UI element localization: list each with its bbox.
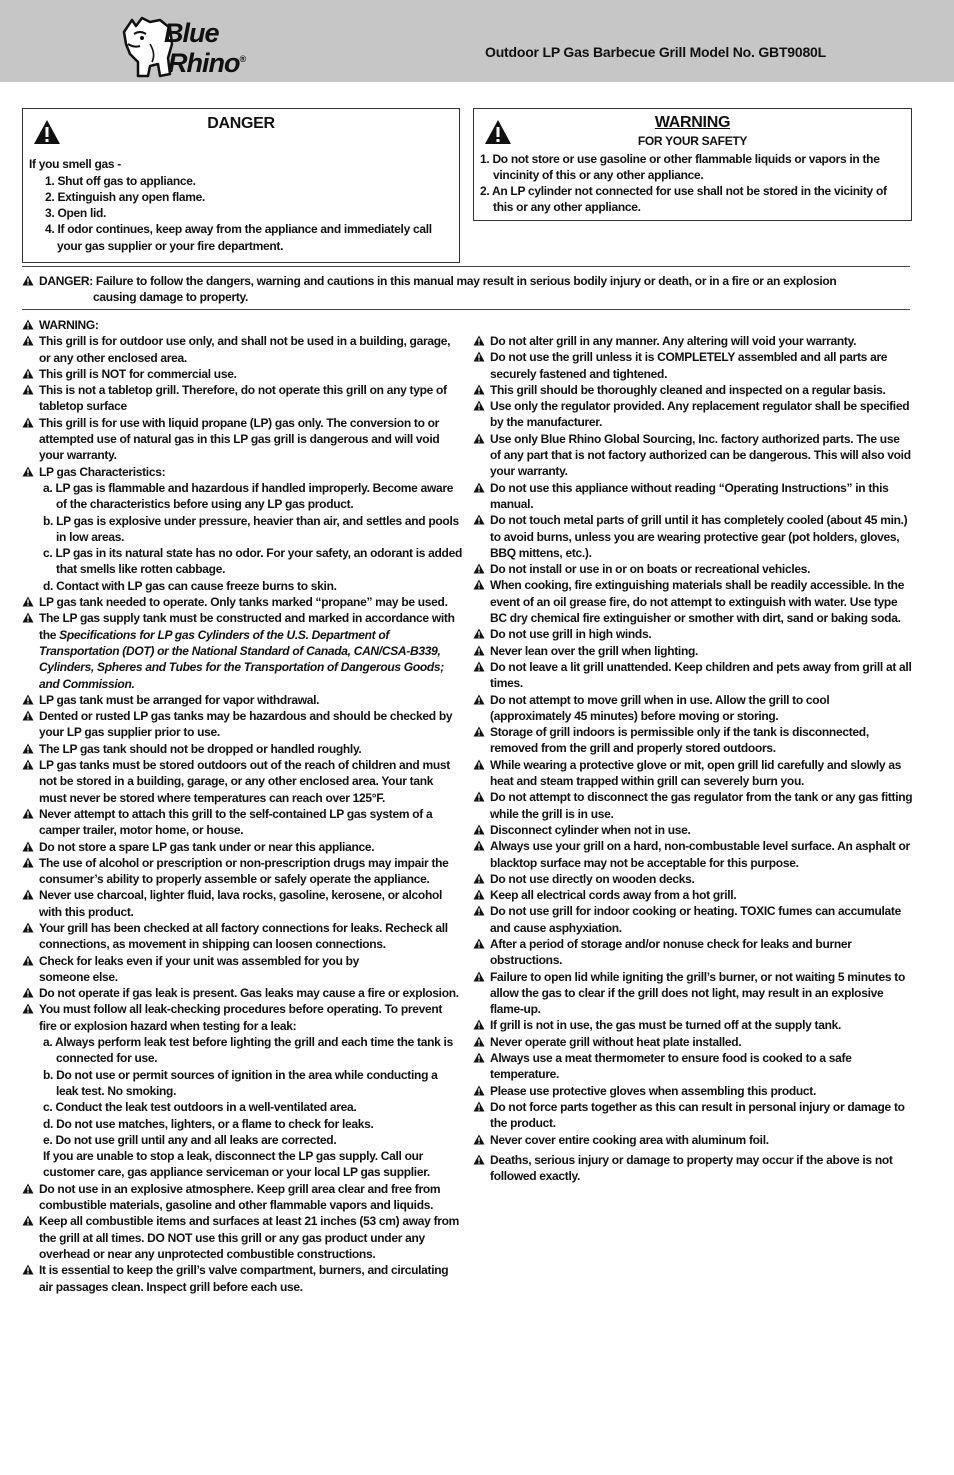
- warning-text: LP gas tank needed to operate. Only tanks marked “propane” may be used.: [39, 595, 448, 610]
- warning-list-item: [22, 594, 462, 610]
- warning-list-item: [473, 659, 913, 692]
- warning-icon: [473, 482, 485, 493]
- warning-heading-text: WARNING:: [39, 318, 99, 332]
- warning-icon: [473, 579, 485, 590]
- warning-icon: [473, 514, 485, 525]
- warning-text: Always use a meat thermometer to ensure food is cooked to a safe temperature.: [490, 1051, 852, 1082]
- warning-icon: [22, 759, 34, 770]
- warning-list-item: [473, 512, 913, 561]
- warning-text: Never cover entire cooking area with aluminum foil.: [490, 1132, 769, 1147]
- danger-step: 1. Shut off gas to appliance.: [45, 173, 196, 188]
- warning-list-item: [22, 985, 462, 1001]
- warning-list-item: [473, 333, 913, 349]
- warning-list-item: [473, 903, 913, 936]
- warning-sub-item: b. LP gas is explosive under pressure, heavier than air, and settles and pools in low areas.: [43, 513, 459, 544]
- warning-icon: [473, 645, 485, 656]
- warning-text: This grill is NOT for commercial use.: [39, 366, 237, 381]
- warning-icon: [473, 840, 485, 851]
- warning-text: Do not touch metal parts of grill until it has completely cooled (about 45 min.) to avoid burns, unless you are wearing protective gear (pot holders, gloves, BBQ mittens, etc.).: [490, 513, 908, 560]
- document-title: Outdoor LP Gas Barbecue Grill Model No. GBT9080L: [485, 44, 826, 60]
- warning-list-item: [473, 724, 913, 757]
- warning-list-item: [473, 1017, 913, 1033]
- warning-icon: [473, 759, 485, 770]
- warning-icon: [22, 1003, 34, 1014]
- warning-icon: [22, 889, 34, 900]
- warning-list-item: [22, 415, 462, 464]
- warning-text: LP gas tank must be arranged for vapor withdrawal.: [39, 692, 320, 707]
- warning-icon: [22, 319, 34, 330]
- danger-step: 4. If odor continues, keep away from the appliance and immediately call your gas supplier or your fire department.: [45, 222, 432, 253]
- warning-text: While wearing a protective glove or mit, open grill lid carefully and slowly as heat and steam trapped within grill can severely burn you.: [490, 757, 902, 789]
- warning-text: The LP gas supply tank must be constructed and marked in accordance with the: [39, 611, 455, 642]
- warning-list-item: [22, 741, 462, 757]
- warning-icon: [473, 938, 485, 949]
- danger-banner: [22, 273, 910, 305]
- warning-icon: [473, 791, 485, 802]
- warning-list-item: [473, 382, 913, 398]
- warning-sub-item: c. LP gas in its natural state has no odor. For your safety, an odorant is added that smells like rotten cabbage.: [43, 546, 462, 577]
- warning-icon: [473, 1085, 485, 1096]
- warning-list-item: [473, 838, 913, 871]
- warning-list-item: [22, 887, 462, 920]
- warning-list-item: [473, 1099, 913, 1132]
- warning-icon: [22, 335, 34, 346]
- warning-list-item: [473, 757, 913, 790]
- header-band: [0, 0, 954, 82]
- warning-list-item: [473, 561, 913, 577]
- warning-list-item: [473, 577, 913, 626]
- warning-icon: [473, 971, 485, 982]
- warning-text: Please use protective gloves when assembling this product.: [490, 1083, 817, 1098]
- warning-text: Do not store a spare LP gas tank under or near this appliance.: [39, 839, 375, 854]
- warning-icon: [22, 466, 34, 477]
- warning-list-item: [473, 871, 913, 887]
- warning-icon: [22, 955, 34, 966]
- warning-icon: [22, 417, 34, 428]
- warning-icon: [22, 857, 34, 868]
- warning-icon: [22, 710, 34, 721]
- warning-text: If grill is not in use, the gas must be turned off at the supply tank.: [490, 1018, 842, 1033]
- warning-list-item: [22, 920, 462, 953]
- brand-wordmark: [164, 20, 245, 76]
- warning-icon: [473, 694, 485, 705]
- warning-text-italic: Specifications for LP gas Cylinders of the U.S. Department of Transportation (DOT) or the National Standard of Canada, CAN/CSA-B339, Cylinders, Spheres and Tubes for the Transportation of Dangerous Goods; and Commission.: [39, 627, 444, 691]
- warning-icon: [473, 873, 485, 884]
- warning-icon: [22, 922, 34, 933]
- warning-sub-item: a. Always perform leak test before lighting the grill and each time the tank is connected for use.: [43, 1035, 453, 1066]
- warning-list-item: [473, 969, 913, 1018]
- warning-icon: [473, 433, 485, 444]
- warning-icon: [473, 400, 485, 411]
- warning-triangle-icon: [33, 119, 61, 145]
- warning-list-item: [473, 692, 913, 725]
- warning-text: Do not force parts together as this can result in personal injury or damage to the product.: [490, 1099, 905, 1131]
- warning-icon: [473, 384, 485, 395]
- warning-text: Do not use directly on wooden decks.: [490, 871, 695, 886]
- warning-list-item: [22, 366, 462, 382]
- warning-subtitle: FOR YOUR SAFETY: [637, 134, 748, 149]
- divider-bottom: [22, 309, 910, 310]
- warning-list-item: [22, 610, 462, 691]
- warning-sub-item: d. Do not use matches, lighters, or a flame to check for leaks.: [43, 1116, 374, 1131]
- warning-text: Do not use this appliance without reading “Operating Instructions” in this manual.: [490, 480, 889, 511]
- warning-icon: [473, 1019, 485, 1030]
- warning-item: 1. Do not store or use gasoline or other flammable liquids or vapors in the vincinity of this or any other appliance.: [480, 151, 880, 182]
- warnings-left-column: [22, 317, 462, 1295]
- warning-icon: [22, 275, 34, 286]
- warning-text: Failure to open lid while igniting the grill’s burner, or not waiting 5 minutes to allow the gas to clear if the grill does not light, may result in an explosive flame-up.: [490, 969, 905, 1017]
- warning-icon: [473, 1036, 485, 1047]
- warning-text: When cooking, fire extinguishing materials shall be readily accessible. In the event of an oil grease fire, do not attempt to extinguish with water. Use type BC dry chemical fire extinguisher or smother with dirt, sand or baking soda.: [490, 578, 905, 626]
- danger-step: 2. Extinguish any open flame.: [45, 189, 206, 204]
- brand-line-1: Blue: [164, 18, 219, 48]
- warning-text: LP gas tanks must be stored outdoors out of the reach of children and must not be stored in a building, garage, or any other enclosed area. Your tank must never be stored where temperatures can reach over 125°F.: [39, 758, 450, 805]
- warning-sub-item: b. Do not use or permit sources of ignition in the area while conducting a leak test. No smoking.: [43, 1067, 438, 1098]
- warning-list-item: [473, 822, 913, 838]
- warning-text: Do not use the grill unless it is COMPLETELY assembled and all parts are securely fastened and tightened.: [490, 350, 888, 381]
- warning-text: Check for leaks even if your unit was assembled for you by: [39, 953, 360, 968]
- warning-icon: [473, 1134, 485, 1145]
- warning-list-item: [22, 757, 462, 806]
- brand-line-2: Rhino: [168, 48, 240, 78]
- warning-list-item: [22, 806, 462, 839]
- warning-text: You must follow all leak-checking procedures before operating. To prevent fire or explosion hazard when testing for a leak:: [39, 1002, 443, 1033]
- warning-sub-item: e. Do not use grill until any and all leaks are corrected.: [43, 1132, 337, 1147]
- warning-text: Dented or rusted LP gas tanks may be hazardous and should be checked by your LP gas supplier prior to use.: [39, 709, 453, 740]
- warning-text: Do not install or use in or on boats or recreational vehicles.: [490, 562, 811, 577]
- warning-icon: [473, 661, 485, 672]
- warning-text: This grill is for use with liquid propane (LP) gas only. The conversion to or attempted use of natural gas in this LP gas grill is dangerous and will void your warranty.: [39, 415, 440, 463]
- warning-icon: [22, 596, 34, 607]
- warning-icon: [473, 1154, 485, 1165]
- warning-sub-item: c. Conduct the leak test outdoors in a well-ventilated area.: [43, 1100, 357, 1115]
- warning-list-item: [22, 1262, 462, 1295]
- warning-icon: [22, 694, 34, 705]
- warning-text: Never use charcoal, lighter fluid, lava rocks, gasoline, kerosene, or alcohol with this product.: [39, 888, 443, 919]
- warning-text: The LP gas tank should not be dropped or handled roughly.: [39, 741, 362, 756]
- danger-body: [29, 156, 459, 254]
- warning-list-item: [22, 692, 462, 708]
- warning-list-item: [473, 1132, 913, 1148]
- warning-text: Do not use grill in high winds.: [490, 627, 652, 642]
- warning-list-item: [473, 398, 913, 431]
- warning-text: Disconnect cylinder when not in use.: [490, 822, 691, 837]
- warning-list-item: [22, 1001, 462, 1034]
- warning-icon: [22, 384, 34, 395]
- danger-box: [22, 108, 460, 263]
- warning-text: Do not alter grill in any manner. Any altering will void your warranty.: [490, 334, 857, 348]
- warning-body: [480, 151, 907, 216]
- registered-mark: ®: [239, 54, 246, 64]
- warning-text: This grill is for outdoor use only, and shall not be used in a building, garage, or any other enclosed area.: [39, 334, 451, 365]
- divider-top: [22, 266, 910, 267]
- warning-icon: [22, 1264, 34, 1275]
- warning-text: Use only Blue Rhino Global Sourcing, Inc. factory authorized parts. The use of any part that is not factory authorized can be dangerous. This will also void your warranty.: [490, 431, 911, 479]
- warning-list-item: [22, 382, 462, 415]
- warning-list-item: [22, 333, 462, 366]
- warning-box: [473, 108, 912, 221]
- warning-icon: [22, 1183, 34, 1194]
- warning-list-item: [22, 855, 462, 888]
- warning-list-item: [22, 708, 462, 741]
- warning-text: Always use your grill on a hard, non-combustable level surface. An asphalt or blacktop surface may not be acceptable for this purpose.: [490, 839, 910, 870]
- warning-sub-item: a. LP gas is flammable and hazardous if handled improperly. Become aware of the characteristics before using any LP gas product.: [43, 480, 454, 512]
- warning-list-item: [473, 431, 913, 480]
- warning-icon: [473, 1052, 485, 1063]
- warning-list-item: [22, 1181, 462, 1214]
- warning-list-item: [22, 464, 462, 480]
- warning-icon: [22, 841, 34, 852]
- warning-text: Never lean over the grill when lighting.: [490, 643, 699, 658]
- warnings-right-column: [473, 333, 913, 1184]
- warning-text: someone else.: [39, 969, 118, 984]
- warning-icon: [473, 563, 485, 574]
- warning-text: Deaths, serious injury or damage to property may occur if the above is not followed exactly.: [490, 1152, 893, 1184]
- warning-text: Never operate grill without heat plate installed.: [490, 1034, 742, 1049]
- banner-line-1: DANGER: Failure to follow the dangers, warning and cautions in this manual may result in serious bodily injury or death, or in a fire or an explosion: [39, 274, 837, 288]
- warning-list-item: [473, 887, 913, 903]
- warning-text: LP gas Characteristics:: [39, 464, 166, 479]
- warning-text: Do not attempt to move grill when in use. Allow the grill to cool (approximately 45 minutes) before moving or storing.: [490, 692, 830, 723]
- warning-icon: [473, 905, 485, 916]
- warning-text: Do not use in an explosive atmosphere. Keep grill area clear and free from combustible materials, gasoline and other flammable vapors and liquids.: [39, 1181, 441, 1213]
- warning-text: After a period of storage and/or nonuse check for leaks and burner obstructions.: [490, 936, 852, 968]
- warning-icon: [22, 743, 34, 754]
- warning-list-item: [473, 643, 913, 659]
- warning-icon: [22, 808, 34, 819]
- warning-icon: [473, 351, 485, 362]
- warning-sub-item: d. Contact with LP gas can cause freeze burns to skin.: [43, 578, 337, 593]
- warning-text: Do not operate if gas leak is present. Gas leaks may cause a fire or explosion.: [39, 986, 459, 1001]
- leak-note: If you are unable to stop a leak, disconnect the LP gas supply. Call our customer care, gas appliance serviceman or your local LP gas supplier.: [43, 1149, 430, 1180]
- warning-text: This grill should be thoroughly cleaned and inspected on a regular basis.: [490, 382, 886, 397]
- warning-icon: [473, 1101, 485, 1112]
- warning-list-item: [473, 626, 913, 642]
- warning-text: Storage of grill indoors is permissible only if the tank is disconnected, removed from the grill and properly stored outdoors.: [490, 725, 869, 756]
- banner-line-2: causing damage to property.: [93, 290, 249, 304]
- warning-text: Do not leave a lit grill unattended. Keep children and pets away from grill at all times.: [490, 659, 912, 691]
- warning-text: Never attempt to attach this grill to the self-contained LP gas system of a camper trailer, motor home, or house.: [39, 806, 433, 838]
- warning-text: Do not attempt to disconnect the gas regulator from the tank or any gas fitting while the grill is in use.: [490, 790, 913, 821]
- warning-text: Keep all electrical cords away from a hot grill.: [490, 888, 737, 903]
- warning-text: It is essential to keep the grill’s valve compartment, burners, and circulating air passages clean. Inspect grill before each use.: [39, 1263, 449, 1294]
- warning-text: Use only the regulator provided. Any replacement regulator shall be specified by the manufacturer.: [490, 399, 910, 430]
- warning-text: This is not a tabletop grill. Therefore, do not operate this grill on any type of tabletop surface: [39, 383, 447, 414]
- warning-list-item: [473, 1083, 913, 1099]
- warning-icon: [473, 628, 485, 639]
- warning-title: WARNING: [654, 114, 731, 131]
- warning-text: The use of alcohol or prescription or non-prescription drugs may impair the consumer’s ability to properly assemble or safely operate the appliance.: [39, 855, 449, 887]
- warning-icon: [473, 335, 485, 346]
- danger-intro: If you smell gas -: [29, 157, 121, 172]
- warning-icon: [473, 824, 485, 835]
- warning-text: Do not use grill for indoor cooking or heating. TOXIC fumes can accumulate and cause asphyxiation.: [490, 904, 901, 935]
- warning-icon: [22, 987, 34, 998]
- warning-icon: [22, 1215, 34, 1226]
- danger-step: 3. Open lid.: [45, 206, 107, 221]
- warning-icon: [22, 612, 34, 623]
- warning-list-item: [22, 839, 462, 855]
- warning-item: 2. An LP cylinder not connected for use shall not be stored in the vicinity of this or any other appliance.: [480, 184, 887, 215]
- danger-title: DANGER: [207, 115, 275, 132]
- warning-list-item: [473, 1152, 913, 1185]
- warning-icon: [22, 368, 34, 379]
- warning-list-item: [473, 1034, 913, 1050]
- warning-icon: [473, 726, 485, 737]
- warning-list-item: [473, 789, 913, 822]
- warning-list-item: [22, 953, 462, 986]
- warning-triangle-icon: [484, 119, 512, 145]
- warning-text: Keep all combustible items and surfaces at least 21 inches (53 cm) away from the grill at all times. DO NOT use this grill or any gas product under any overhead or near any unprotected combustible constructions.: [39, 1214, 460, 1261]
- warning-list-item: [473, 936, 913, 969]
- brand-logo: [120, 14, 280, 80]
- warning-list-item: [22, 1213, 462, 1262]
- warning-list-item: [473, 349, 913, 382]
- warning-list-item: [473, 1050, 913, 1083]
- warning-list-item: [473, 480, 913, 513]
- warning-icon: [473, 889, 485, 900]
- warning-heading: [22, 317, 462, 333]
- warning-text: Your grill has been checked at all factory connections for leaks. Recheck all connections, as movement in shipping can loosen connections.: [39, 920, 448, 952]
